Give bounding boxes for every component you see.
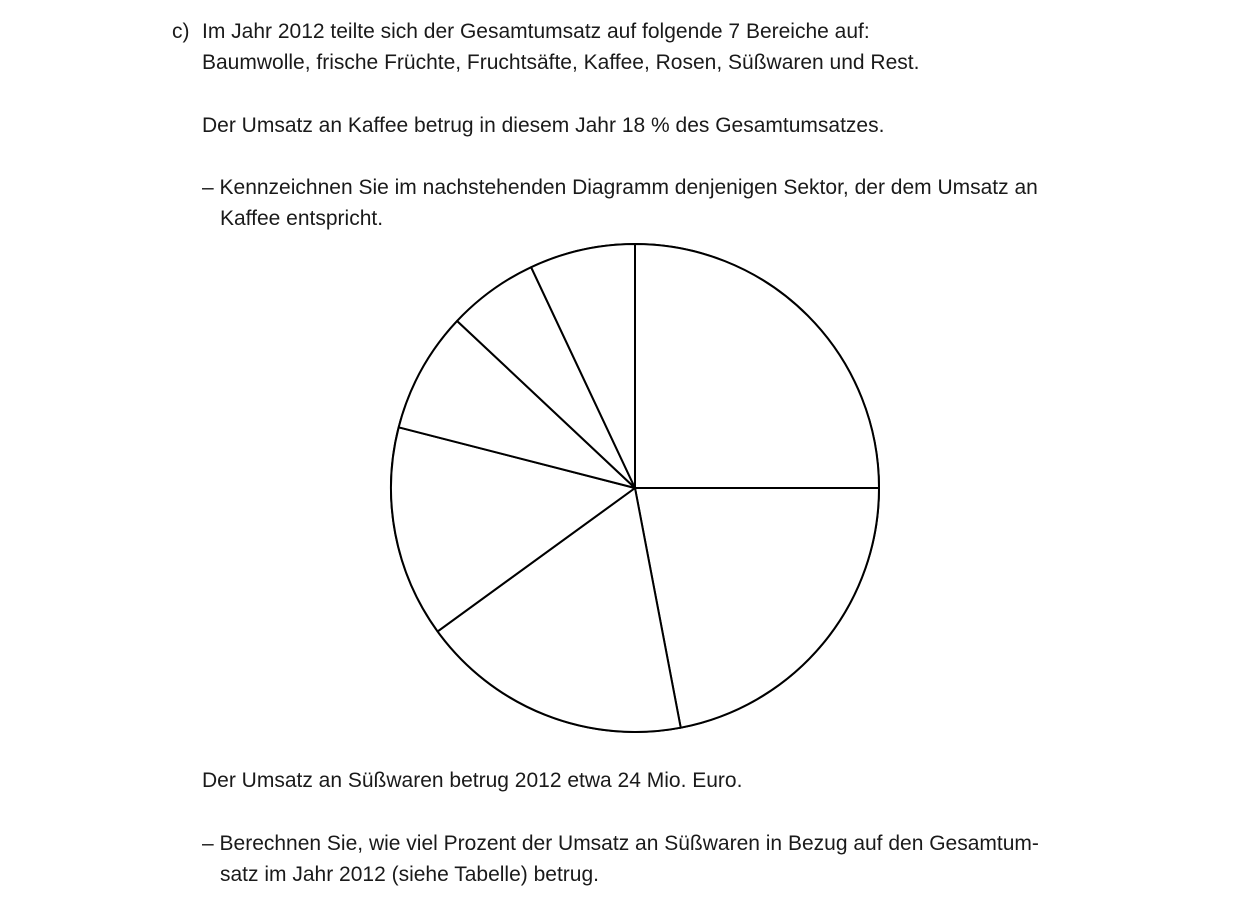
sweets-statement: Der Umsatz an Süßwaren betrug 2012 etwa 24 Mio. Euro. xyxy=(202,769,743,792)
pie-slice-1[interactable] xyxy=(635,244,879,488)
coffee-statement: Der Umsatz an Kaffee betrug in diesem Jahr 18 % des Gesamtumsatzes. xyxy=(202,114,885,137)
part-label: c) xyxy=(172,20,190,43)
task1-line-2: Kaffee entspricht. xyxy=(220,207,384,230)
intro-line-2: Baumwolle, frische Früchte, Fruchtsäfte, Kaffee, Rosen, Süßwaren und Rest. xyxy=(202,51,920,74)
intro-line-1: Im Jahr 2012 teilte sich der Gesamtumsatz auf folgende 7 Bereiche auf: xyxy=(202,20,870,43)
task1-line-1: – Kennzeichnen Sie im nachstehenden Diagramm denjenigen Sektor, der dem Umsatz an xyxy=(202,176,1038,199)
task2-line-2: satz im Jahr 2012 (siehe Tabelle) betrug. xyxy=(220,863,599,886)
task2-line-1: – Berechnen Sie, wie viel Prozent der Umsatz an Süßwaren in Bezug auf den Gesamtum- xyxy=(202,832,1039,855)
